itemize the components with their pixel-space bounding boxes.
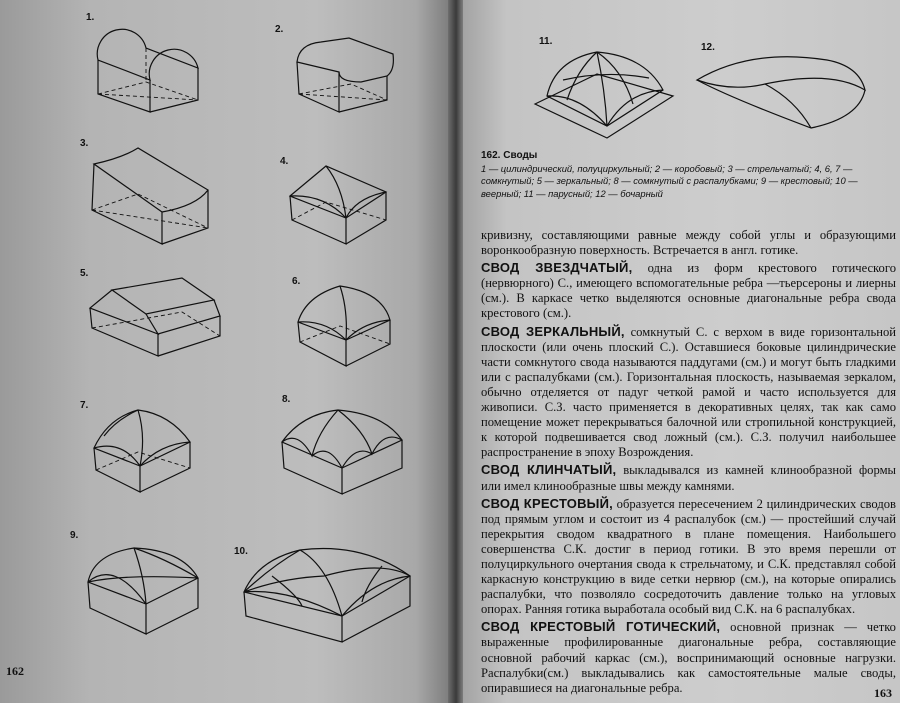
barrel-vault-drawing bbox=[691, 40, 891, 140]
article-body bbox=[481, 228, 896, 698]
entry-gothic-groin-vault bbox=[481, 619, 896, 695]
mirror-vault-drawing bbox=[78, 268, 228, 363]
figure-label-5: 5. bbox=[80, 268, 89, 279]
vault-figure-4 bbox=[280, 156, 400, 251]
figure-label-2: 2. bbox=[275, 24, 284, 35]
entry-mirror-vault bbox=[481, 324, 896, 461]
figure-label-3: 3. bbox=[80, 138, 89, 149]
cylindrical-vault-drawing bbox=[80, 12, 210, 117]
vault-figure-2 bbox=[275, 24, 405, 124]
figure-label-10: 10. bbox=[234, 546, 248, 557]
entry-term: СВОД ЗВЕЗДЧАТЫЙ, bbox=[481, 260, 633, 276]
figure-label-11: 11. bbox=[539, 36, 553, 47]
page-number-right: 163 bbox=[874, 686, 892, 700]
figure-label-6: 6. bbox=[292, 276, 301, 287]
entry-term: СВОД ЗЕРКАЛЬНЫЙ, bbox=[481, 323, 625, 339]
vault-figure-5 bbox=[78, 268, 228, 363]
entry-term: СВОД КРЕСТОВЫЙ ГОТИЧЕСКИЙ, bbox=[481, 619, 721, 635]
vault-figure-10 bbox=[232, 536, 422, 646]
figure-label-4: 4. bbox=[280, 156, 289, 167]
figure-label-8: 8. bbox=[282, 394, 291, 405]
entry-star-vault bbox=[481, 260, 896, 321]
cloister-ribbed-vault-drawing bbox=[80, 396, 210, 496]
groin-vault-drawing bbox=[64, 530, 214, 640]
entry-term: СВОД КЛИНЧАТЫЙ, bbox=[481, 462, 617, 478]
vault-figure-7 bbox=[80, 396, 210, 496]
coved-vault-drawing bbox=[275, 24, 405, 124]
pointed-vault-drawing bbox=[78, 138, 218, 248]
caption-text: 1 — цилиндрический, полуциркульный; 2 — коробовый; 3 — стрельчатый; 4, 6, 7 — сомкнутый; 5 — зеркальный; 8 — сомкнутый с распалубками; 9 — крестовый; 10 — веерный; 11 — парусный; 12 — бочарный bbox=[481, 162, 858, 199]
paragraph-continued: кривизну, составляющими равные между собой углы и образующими воронкообразную поверхность. Встречается в англ. готике. bbox=[481, 228, 896, 258]
entry-wedge-vault bbox=[481, 462, 896, 493]
figure-label-1: 1. bbox=[86, 12, 95, 23]
caption-title: 162. Своды bbox=[481, 150, 538, 161]
entry-text: выкладывался из камней клинообразной формы или имел клинообразные швы между камнями. bbox=[481, 463, 896, 493]
vault-figure-6 bbox=[286, 276, 406, 376]
cloister-dome-drawing bbox=[286, 276, 406, 376]
cloister-vault-drawing bbox=[280, 156, 400, 251]
right-page bbox=[463, 0, 900, 703]
entry-text: сомкнутый С. с верхом в виде горизонтальной плоскости (или очень плоский С.). Оставшиеся боковые цилиндрические части сомкнутого свода называются паддугами (см.) и могут быть гладкими или с распалубками (см.). Горизонтальная плоскость, называемая зеркалом, обычно отделяется от падуг четкой рамой и часто используется для живописи. С.З. часто применяется в декоративных целях, так как само помещение может перекрываться балочной или стропильной конструкцией, к которой подвешивается свод ложный (см.). С.З. получил наибольшее распространение в эпоху Возрождения. bbox=[481, 324, 896, 460]
fan-vault-drawing bbox=[232, 536, 422, 646]
figure-label-12: 12. bbox=[701, 42, 715, 53]
figure-caption bbox=[481, 150, 886, 200]
entry-text: одна из форм крестового готического (нервюрного) С., имеющего вспомогательные ребра —тьерсероны и лиерны (см.). В каркасе четко выделяются основные диагональные ребра свода крестового (см.). bbox=[481, 261, 896, 321]
cloister-lunette-vault-drawing bbox=[272, 394, 412, 499]
vault-figure-11 bbox=[527, 30, 677, 148]
vault-figure-9 bbox=[64, 530, 214, 640]
entry-term: СВОД КРЕСТОВЫЙ, bbox=[481, 495, 613, 511]
vault-figure-3 bbox=[78, 138, 218, 248]
entry-groin-vault bbox=[481, 496, 896, 618]
page-number-left: 162 bbox=[6, 664, 24, 678]
figure-label-7: 7. bbox=[80, 400, 89, 411]
vault-figure-1 bbox=[80, 12, 210, 117]
entry-text: образуется пересечением 2 цилиндрических сводов под прямым углом и состоит из 4 распалубок (см.) — простейший случай перекрытия сводом квадратного в плане помещения. Наибольшего совершенства С.К. достиг в период готики. В это время перешли от полуциркульного очертания свода к стрельчатому, и С.К. представлял собой каркасную конструкцию в виде сетки нервюр (см.), на которые опирались распалубки, что позволяло сосредоточить давление только на угловых опорах. Ранняя готика выработала особый вид С.К. на 6 распалубках. bbox=[481, 496, 896, 617]
sail-vault-drawing bbox=[527, 30, 677, 148]
figure-label-9: 9. bbox=[70, 530, 79, 541]
vault-figure-12 bbox=[691, 40, 891, 140]
vault-figure-8 bbox=[272, 394, 412, 499]
entry-text: основной признак — четко выраженные профилированные диагональные ребра, составляющие основной рабочий каркас (см.), воспринимающий основные нагрузки. Распалубки(см.) выкладывались как самостоятельные малые своды, опиравшиеся на диагональные ребра. bbox=[481, 620, 896, 695]
